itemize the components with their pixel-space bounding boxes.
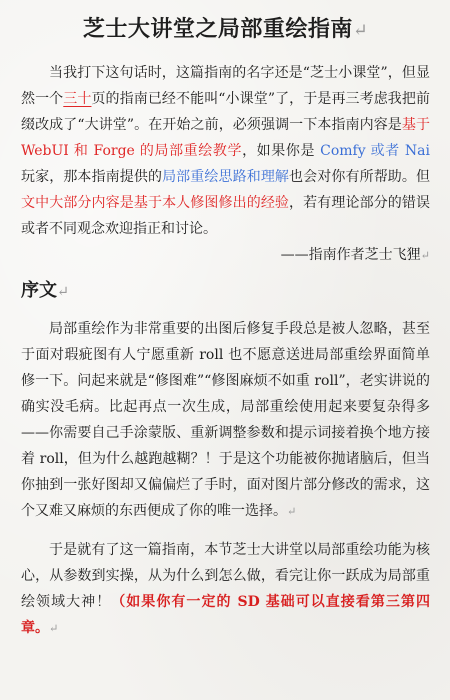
preface-heading-text: 序文 <box>21 280 57 301</box>
body-paragraph-1 <box>21 316 430 525</box>
intro-text-2: 页的指南已经不能叫“小课堂”了，于是再三考虑我把前缀改成了“大讲堂”。在开始之前，必须强调一下本指南内容是 <box>21 91 430 133</box>
intro-text-1: 当我打下这句话时，这篇指南的名字还是“芝士小课堂”，但显然一个 <box>21 65 430 107</box>
intro-highlight-webui: 基于 WebUI 和 Forge 的局部重绘教学 <box>21 117 430 159</box>
document-title <box>21 14 430 46</box>
intro-text-3: ，如果你是 <box>242 143 316 159</box>
intro-text-4: 玩家，那本指南提供的 <box>21 169 163 185</box>
intro-highlight-pages: 三十 <box>63 91 92 107</box>
paragraph-mark-icon: ↵ <box>420 249 430 262</box>
preface-heading <box>21 279 430 304</box>
body-paragraph-2 <box>21 537 430 642</box>
title-text: 芝士大讲堂之局部重绘指南 <box>82 16 353 42</box>
paragraph-mark-icon: ↵ <box>57 284 70 300</box>
intro-paragraph <box>21 60 430 269</box>
body-paragraph-2-text: 于是就有了这一篇指南，本节芝士大讲堂以局部重绘功能为核心，从参数到实操，从为什么到怎么做，看完让你一跃成为局部重绘领域大神！ <box>21 542 430 610</box>
intro-highlight-experience: 文中大部分内容是基于本人修图修出的经验 <box>21 195 290 211</box>
paragraph-mark-icon: ↵ <box>352 21 369 41</box>
paragraph-mark-icon: ↵ <box>49 622 59 635</box>
intro-highlight-approach: 局部重绘思路和理解 <box>162 169 290 185</box>
author-signature <box>21 242 430 269</box>
paragraph-spacer <box>21 525 430 537</box>
intro-highlight-comfy: Comfy 或者 Nai <box>315 143 431 159</box>
body-paragraph-1-text: 局部重绘作为非常重要的出图后修复手段总是被人忽略，甚至于面对瑕疵图有人宁愿重新 roll 也不愿意送进局部重绘界面简单修一下。问起来就是“修图难”“修图麻烦不如重 roll”，老实讲说的确实没毛病。比起再点一次生成，局部重绘使用起来要复杂得多——你需要自己手涂蒙版、重新调整参数和提示词接着换个地方接着 roll，但为什么越跑越糊？！于是这个功能被你抛诸脑后，但当你抽到一张好图却又偏偏烂了手时，面对图片部分修改的需求，这个又难又麻烦的东西便成了你的唯一选择。 <box>21 321 430 519</box>
intro-text-5: 也会对你有所帮助。但 <box>289 169 431 185</box>
intro-text-6: ，若有理论部分的错误或者不同观念欢迎指正和讨论。 <box>21 195 431 237</box>
body-highlight-skip-note: （如果你有一定的 SD 基础可以直接看第三第四章。 <box>21 594 431 636</box>
signature-text: ——指南作者芝士飞狸 <box>280 247 421 263</box>
paragraph-mark-icon: ↵ <box>287 505 297 518</box>
